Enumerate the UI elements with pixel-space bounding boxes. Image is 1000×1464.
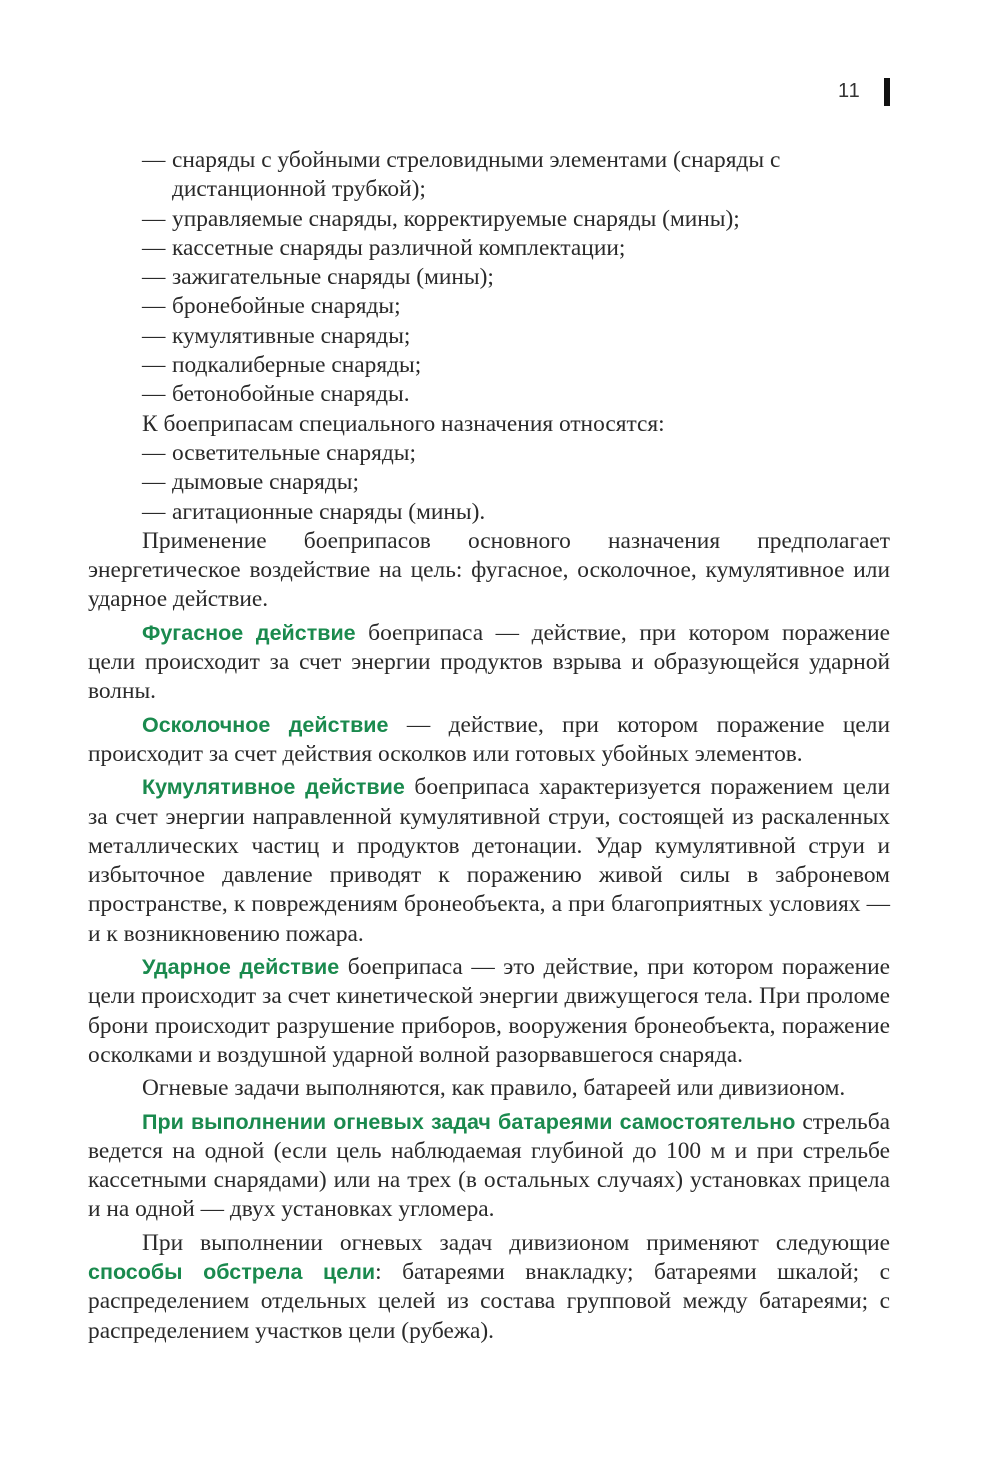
oskol-paragraph: Осколочное действие — действие, при котором поражение цели происходит за счет действия осколков или готовых убойных элементов. [88, 711, 890, 767]
page-body [88, 146, 890, 1346]
list-item: — снаряды с убойными стреловидными элементами (снаряды с дистанционной трубкой); [142, 147, 781, 203]
list-item: — дымовые снаряды; [142, 469, 359, 496]
special-purpose-list [88, 439, 890, 527]
term-fugas: Фугасное действие [142, 620, 356, 645]
term-kumul: Кумулятивное действие [142, 775, 405, 800]
fire-tasks-paragraph: Огневые задачи выполняются, как правило, батареей или дивизионом. [142, 1075, 846, 1102]
kumul-paragraph: Кумулятивное действие боеприпаса характеризуется поражением цели за счет энергии направленной кумулятивной струи, состоящей из раскаленных металлических частиц и продуктов детонации. Удар кумулятивной струи и избыточное давление приводят к поражению живой силы в заброневом пространстве, к повреждениям бронеобъекта, а при благоприятных условиях — и к возникновению пожара. [88, 774, 890, 947]
list-item: — кумулятивные снаряды; [142, 322, 411, 349]
page-number-bar [884, 78, 890, 106]
list-item: — кассетные снаряды различной комплектации; [142, 234, 626, 261]
list-item: — бронебойные снаряды; [142, 293, 401, 320]
list-item: — осветительные снаряды; [142, 439, 416, 466]
division-paragraph: При выполнении огневых задач дивизионом применяют следующие способы обстрела цели: батареями внакладку; батареями шкалой; с распределением отдельных целей из состава групповой между батареями; с распределением участков цели (рубежа). [88, 1229, 890, 1344]
list-item: — подкалиберные снаряды; [142, 352, 422, 379]
main-purpose-list [88, 146, 890, 410]
list-item: — бетонобойные снаряды. [142, 381, 410, 408]
battery-paragraph: При выполнении огневых задач батареями самостоятельно стрельба ведется на одной (если цель наблюдаемая глубиной до 100 м и при стрельбе кассетными снарядами) или на трех (в остальных случаях) установках прицела и на одной — двух установках угломера. [88, 1108, 890, 1223]
term-division: способы обстрела цели [88, 1259, 376, 1284]
term-battery: При выполнении огневых задач батареями самостоятельно [142, 1109, 796, 1134]
list-item: — управляемые снаряды, корректируемые снаряды (мины); [142, 205, 740, 232]
list-item: — зажигательные снаряды (мины); [142, 264, 494, 291]
term-oskol: Осколочное действие [142, 712, 389, 737]
list-item: — агитационные снаряды (мины). [142, 498, 486, 525]
fugas-paragraph: Фугасное действие боеприпаса — действие, при котором поражение цели происходит за счет энергии продуктов взрыва и образующейся ударной волны. [88, 619, 890, 705]
term-udar: Ударное действие [142, 955, 340, 980]
udar-paragraph: Ударное действие боеприпаса — это действие, при котором поражение цели происходит за счет кинетической энергии движущегося тела. При проломе брони происходит разрушение приборов, вооружения бронеобъекта, поражение осколками и воздушной ударной волной разорвавшегося снаряда. [88, 954, 890, 1068]
main-use-paragraph: Применение боеприпасов основного назначения предполагает энергетическое воздействие на цель: фугасное, осколочное, кумулятивное или ударное действие. [88, 527, 890, 613]
page-number: 11 [838, 80, 861, 102]
special-intro: К боеприпасам специального назначения относятся: [142, 410, 665, 437]
